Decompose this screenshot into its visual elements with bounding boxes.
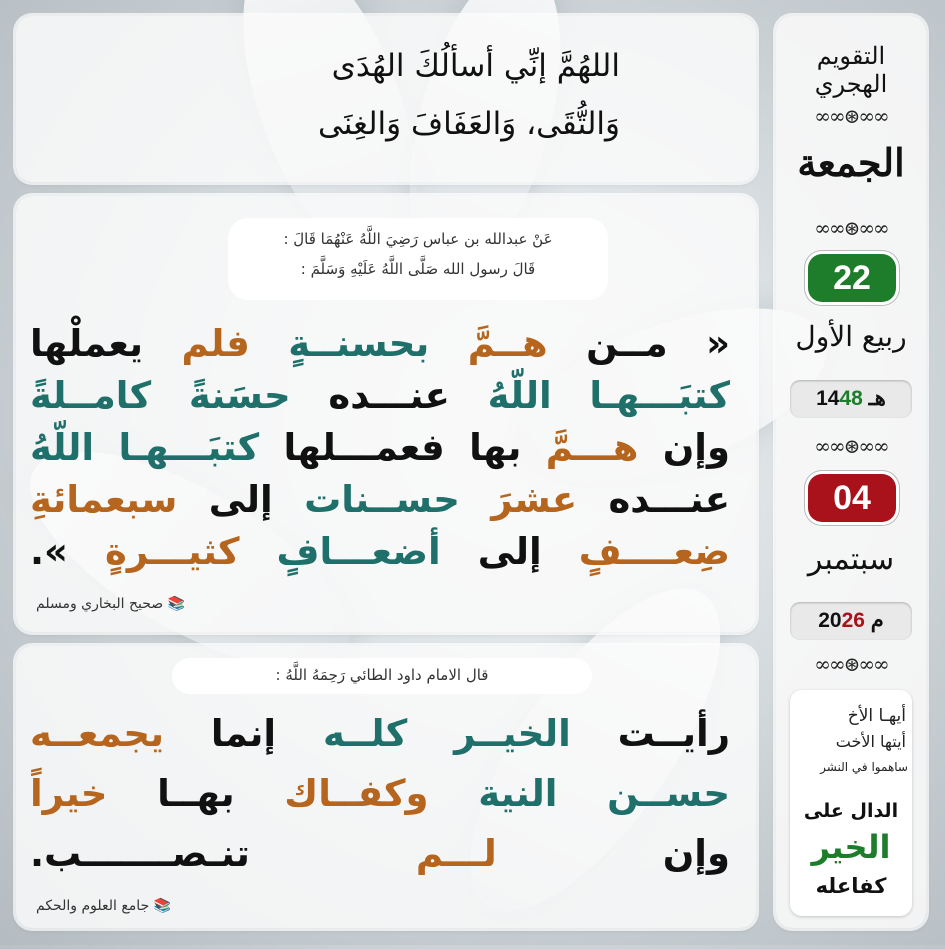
greg-year-prefix: 20 bbox=[818, 609, 842, 632]
hadith-line-3-segment: وإن bbox=[638, 426, 730, 469]
quote-line-3-segment: وإن bbox=[496, 832, 730, 875]
hadith-line-5-segment: ضِعــــفٍ bbox=[541, 530, 731, 573]
hadith-line-5-segment: ». bbox=[30, 530, 105, 573]
hijri-year-suffix: 48 bbox=[839, 387, 863, 410]
appeal-line-5: الخير bbox=[811, 828, 891, 866]
dua-panel bbox=[16, 16, 756, 182]
hijri-day-badge bbox=[808, 254, 896, 302]
appeal-line-4: الدال على bbox=[803, 800, 899, 822]
greg-month: سبتمبر bbox=[807, 542, 895, 577]
hadith-line-5-segment: أضعـــافٍ bbox=[276, 530, 441, 573]
hadith-line-5-segment: إلى bbox=[440, 530, 542, 573]
appeal-line-2: أيتها الأخت bbox=[835, 732, 906, 751]
appeal-line-6: كفاعله bbox=[815, 874, 887, 898]
hadith-source bbox=[36, 596, 266, 612]
quote-line-2-segment: وكفــاك bbox=[234, 772, 429, 815]
greg-year bbox=[790, 602, 912, 640]
quote-line-1 bbox=[30, 708, 730, 760]
hadith-line-3-segment: بها فعمـــلها bbox=[259, 426, 546, 469]
dua-line-2: وَالتُّقَى، وَالعَفَافَ وَالغِنَى bbox=[317, 106, 620, 142]
quote-narrator: قال الامام داود الطائي رَحِمَهُ اللَّهُ : bbox=[275, 666, 489, 684]
hadith-line-2-segment: اللّهُ bbox=[449, 374, 590, 417]
greg-year-suffix: 26 bbox=[841, 609, 865, 632]
dua-line-1: اللهُمَّ إنِّي أسألُكَ الهُدَى bbox=[331, 48, 620, 84]
hadith-line-1-segment: يعملْها bbox=[30, 322, 182, 365]
hadith-line-1-segment: « bbox=[706, 322, 731, 365]
greg-year-label: م bbox=[870, 609, 884, 632]
hadith-line-2-segment: حسَنةً bbox=[151, 374, 329, 417]
appeal-line-3: ساهموا في النشر bbox=[820, 760, 908, 774]
hijri-year-prefix: 14 bbox=[816, 387, 840, 410]
hijri-year-label: هـ bbox=[868, 387, 886, 410]
quote-line-1-segment: يجمعــه bbox=[30, 712, 164, 755]
quote-line-2-segment: النية bbox=[428, 772, 558, 815]
hadith-line-4-segment: عشرَ bbox=[491, 478, 578, 521]
quote-line-3-segment: لـــم bbox=[415, 832, 497, 875]
quote-line-2 bbox=[30, 768, 730, 820]
hadith-narrator-line-2: قَالَ رسول الله صَلَّى اللَّهُ عَلَيْهِ وَسَلَّمَ : bbox=[300, 260, 536, 278]
hadith-line-5 bbox=[30, 526, 730, 578]
ornament-divider: ∞∞⊛∞∞ bbox=[814, 104, 888, 128]
calendar-title: التقويم الهجري bbox=[814, 42, 888, 98]
quote-source-label: جامع العلوم والحكم bbox=[36, 898, 150, 914]
hadith-line-2-segment: كامــلةً bbox=[30, 374, 152, 417]
hadith-line-1-segment: هــمَّ bbox=[467, 322, 548, 365]
hijri-month: ربيع الأول bbox=[795, 320, 907, 353]
hadith-line-2 bbox=[30, 370, 730, 422]
quote-line-2-segment: خيراً bbox=[30, 772, 108, 815]
quote-line-1-segment: كلــه bbox=[276, 712, 455, 755]
hadith-line-4 bbox=[30, 474, 730, 526]
hadith-line-4-segment: سبعمائةِ bbox=[30, 478, 178, 521]
quote-line-3 bbox=[30, 828, 730, 880]
hadith-line-3-segment: هـــمَّ bbox=[545, 426, 639, 469]
hadith-narrator-line-1: عَنْ عبدالله بن عباس رَضِيَ اللَّهُ عَنْهُمَا قَالَ : bbox=[283, 230, 553, 248]
greg-day-badge bbox=[808, 474, 896, 522]
hijri-day: 22 bbox=[833, 259, 871, 297]
books-icon: 📚 bbox=[167, 596, 186, 612]
day-name: الجمعة bbox=[797, 140, 905, 185]
ornament-divider: ∞∞⊛∞∞ bbox=[814, 652, 888, 676]
quote-line-2-segment: حســن bbox=[557, 772, 731, 815]
hadith-line-4-segment: عنـــده bbox=[577, 478, 730, 521]
hadith-line-4-segment: إلى bbox=[177, 478, 273, 521]
quote-line-1-segment: الخيــر bbox=[454, 712, 571, 755]
hadith-line-2-segment: عنـــده bbox=[328, 374, 450, 417]
quote-line-2-segment: بهــا bbox=[107, 772, 235, 815]
greg-day: 04 bbox=[833, 479, 871, 517]
hadith-line-5-segment: كثيـــرةٍ bbox=[104, 530, 277, 573]
hadith-line-1 bbox=[30, 318, 730, 370]
hadith-line-4-segment: حســنات bbox=[272, 478, 492, 521]
hadith-line-1-segment: بحسنــةٍ bbox=[249, 322, 468, 365]
appeal-line-1: أيهـا الأخ bbox=[847, 706, 906, 726]
quote-line-3-segment: تنـصـــــــب. bbox=[30, 832, 416, 875]
quote-line-1-segment: إنما bbox=[163, 712, 277, 755]
hadith-line-2-segment: كتبَـــهـا bbox=[589, 374, 730, 417]
ornament-divider: ∞∞⊛∞∞ bbox=[814, 216, 888, 240]
hadith-line-3 bbox=[30, 422, 730, 474]
hadith-source-label: صحيح البخاري ومسلم bbox=[36, 596, 164, 612]
hadith-line-3-segment: كتبَـــهـا اللّهُ bbox=[30, 426, 260, 469]
hadith-line-1-segment: فلم bbox=[181, 322, 250, 365]
hadith-line-1-segment: مــن bbox=[547, 322, 707, 365]
books-icon: 📚 bbox=[153, 898, 172, 914]
quote-line-1-segment: رأيــت bbox=[570, 712, 730, 755]
ornament-divider: ∞∞⊛∞∞ bbox=[814, 434, 888, 458]
hijri-year bbox=[790, 380, 912, 418]
quote-source bbox=[36, 898, 266, 914]
